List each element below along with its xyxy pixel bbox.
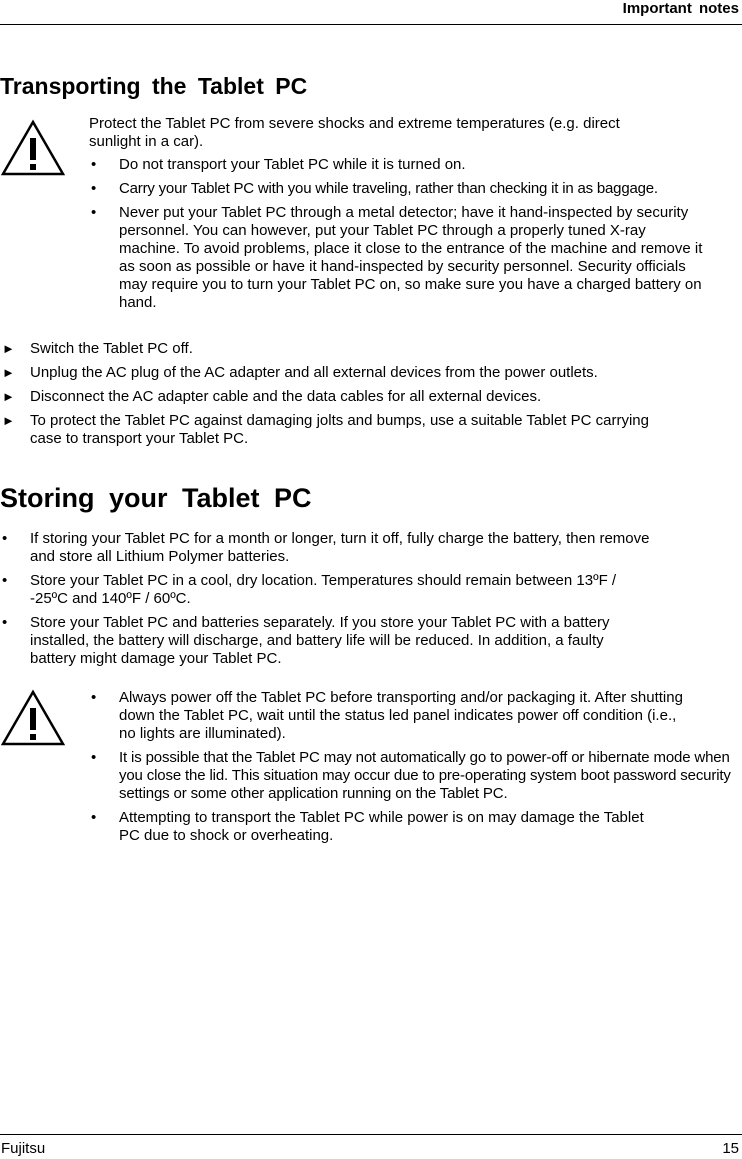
list-item: ► Disconnect the AC adapter cable and the data cables for all external devices.	[0, 388, 700, 406]
list-item: ► Switch the Tablet PC off.	[0, 340, 700, 358]
storing-bullet-list	[0, 530, 700, 668]
list-item: • Never put your Tablet PC through a metal detector; have it hand-inspected by security personnel. You can however, put your Tablet PC through a properly tuned X-ray machine. To avoid problems, place it close to the entrance of the machine and remove it as soon as possible or have it hand-inspected by security personnel. Security officials may require you to turn your Tablet PC on, so make sure you have a charged battery on hand.	[89, 204, 709, 312]
warning-triangle-icon	[0, 688, 66, 748]
list-item: • Do not transport your Tablet PC while it is turned on.	[89, 156, 739, 174]
footer-brand: Fujitsu	[1, 1140, 46, 1157]
storing-block	[0, 530, 700, 674]
list-item: • It is possible that the Tablet PC may not automatically go to power-off or hibernate mode when you close the lid. This situation may occur due to pre-operating system boot password security settings or some other application running on the Tablet PC.	[89, 749, 741, 803]
storing-warning-block	[89, 689, 739, 851]
section-heading-transporting: Transporting the Tablet PC	[0, 73, 308, 99]
list-item: • Carry your Tablet PC with you while traveling, rather than checking it in as baggage.	[89, 180, 739, 198]
list-item: • If storing your Tablet PC for a month or longer, turn it off, fully charge the battery, then remove and store all Lithium Polymer batteries.	[0, 530, 650, 566]
list-item: • Store your Tablet PC and batteries separately. If you store your Tablet PC with a battery installed, the battery will discharge, and battery life will be reduced. In addition, a faulty battery might damage your Tablet PC.	[0, 614, 645, 668]
transport-warning-block	[89, 115, 739, 318]
warning-triangle-icon	[0, 118, 66, 178]
transport-bullet-list	[89, 156, 739, 312]
section-heading-storing: Storing your Tablet PC	[0, 483, 312, 513]
list-item: • Store your Tablet PC in a cool, dry location. Temperatures should remain between 13ºF / -25ºC and 140ºF / 60ºC.	[0, 572, 630, 608]
running-header-title: Important notes	[622, 0, 739, 17]
footer-rule	[0, 1134, 742, 1135]
list-item: • Attempting to transport the Tablet PC while power is on may damage the Tablet PC due to shock or overheating.	[89, 809, 659, 845]
list-item: ► To protect the Tablet PC against damaging jolts and bumps, use a suitable Tablet PC carrying case to transport your Tablet PC.	[0, 412, 650, 448]
transport-steps-block	[0, 340, 700, 454]
transport-intro: Protect the Tablet PC from severe shocks and extreme temperatures (e.g. direct sunlight in a car).	[89, 115, 620, 150]
list-item: ► Unplug the AC plug of the AC adapter and all external devices from the power outlets.	[0, 364, 700, 382]
header-rule	[0, 24, 742, 25]
transport-step-list	[0, 340, 700, 448]
storing-warning-bullet-list	[89, 689, 739, 845]
page-number: 15	[722, 1140, 739, 1157]
list-item: • Always power off the Tablet PC before transporting and/or packaging it. After shutting down the Tablet PC, wait until the status led panel indicates power off condition (i.e., no lights are illuminated).	[89, 689, 689, 743]
